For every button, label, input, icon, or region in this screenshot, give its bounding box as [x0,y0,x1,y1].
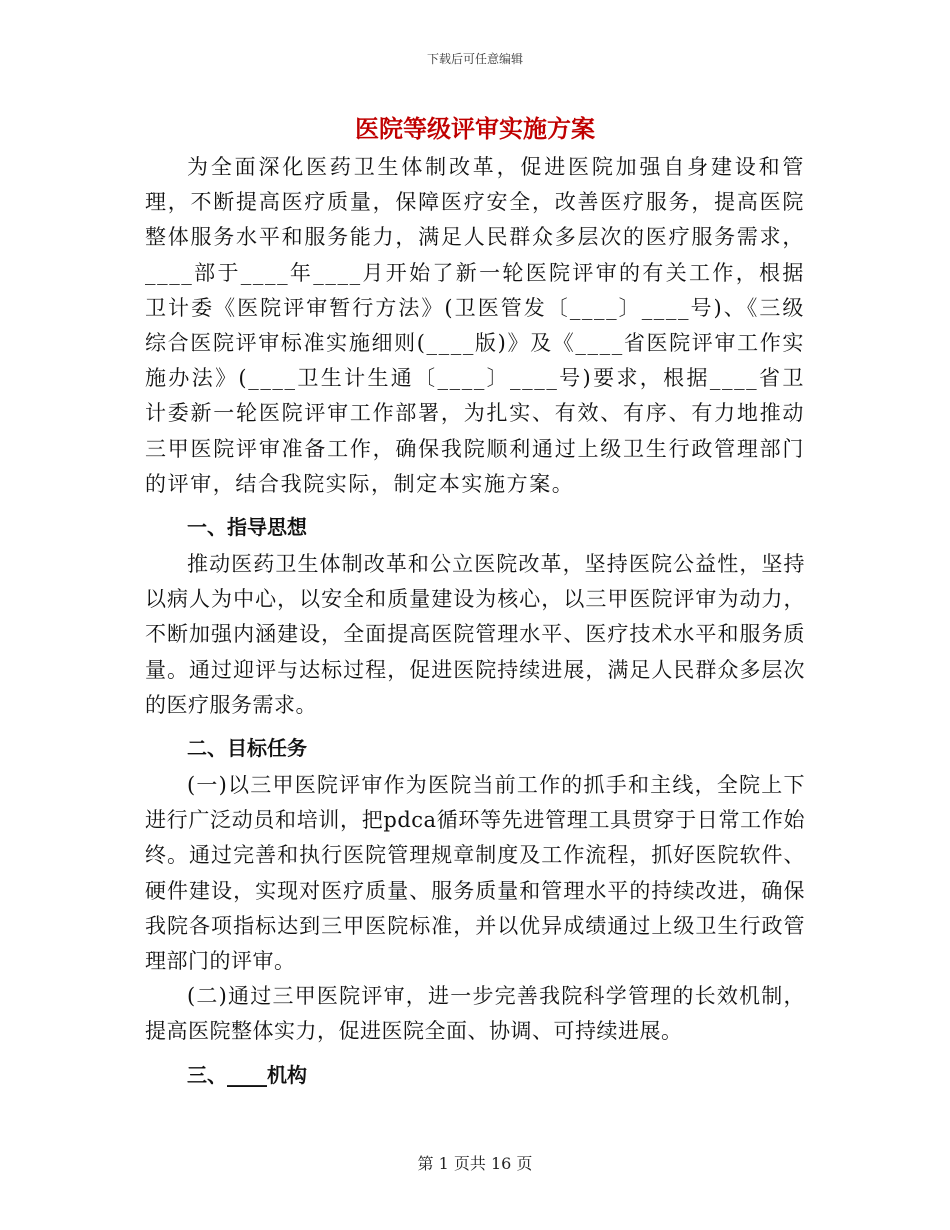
guiding-ideology-paragraph: 推动医药卫生体制改革和公立医院改革，坚持医院公益性，坚持以病人为中心，以安全和质量建设为核心，以三甲医院评审为动力，不断加强内涵建设，全面提高医院管理水平、医疗技术水平和服务质量。通过迎评与达标过程，促进医院持续进展，满足人民群众多层次的医疗服务需求。 [145,552,805,717]
document-body [145,150,805,1095]
section-heading-guiding-ideology: 一、指导思想 [187,515,307,540]
section-heading-objectives: 二、目标任务 [187,736,307,761]
document-title: 医院等级评审实施方案 [355,115,595,143]
objectives-paragraph-1: (一)以三甲医院评审作为医院当前工作的抓手和主线，全院上下进行广泛动员和培训，把pdca循环等先进管理工具贯穿于日常工作始终。通过完善和执行医院管理规章制度及工作流程，抓好医院软件、硬件建设，实现对医疗质量、服务质量和管理水平的持续改进，确保我院各项指标达到三甲医院标准，并以优异成绩通过上级卫生行政管理部门的评审。 [145,773,805,974]
intro-paragraph: 为全面深化医药卫生体制改革，促进医院加强自身建设和管理，不断提高医疗质量，保障医疗安全，改善医疗服务，提高医院整体服务水平和服务能力，满足人民群众多层次的医疗服务需求，____部于____年____月开始了新一轮医院评审的有关工作，根据卫计委《医院评审暂行方法》(卫医管发〔____〕____号)、《三级综合医院评审标准实施细则(____版)》及《____省医院评审工作实施办法》(____卫生计生通〔____〕____号)要求，根据____省卫计委新一轮医院评审工作部署，为扎实、有效、有序、有力地推动三甲医院评审准备工作，确保我院顺利通过上级卫生行政管理部门的评审，结合我院实际，制定本实施方案。 [145,155,805,496]
objectives-paragraph-2: (二)通过三甲医院评审，进一步完善我院科学管理的长效机制，提高医院整体实力，促进医院全面、协调、可持续进展。 [145,984,805,1044]
section-heading-organization: 三、____机构 [187,1062,307,1087]
page-header-note: 下载后可任意编辑 [426,52,523,66]
page-number-footer: 第 1 页共 16 页 [417,1154,533,1173]
